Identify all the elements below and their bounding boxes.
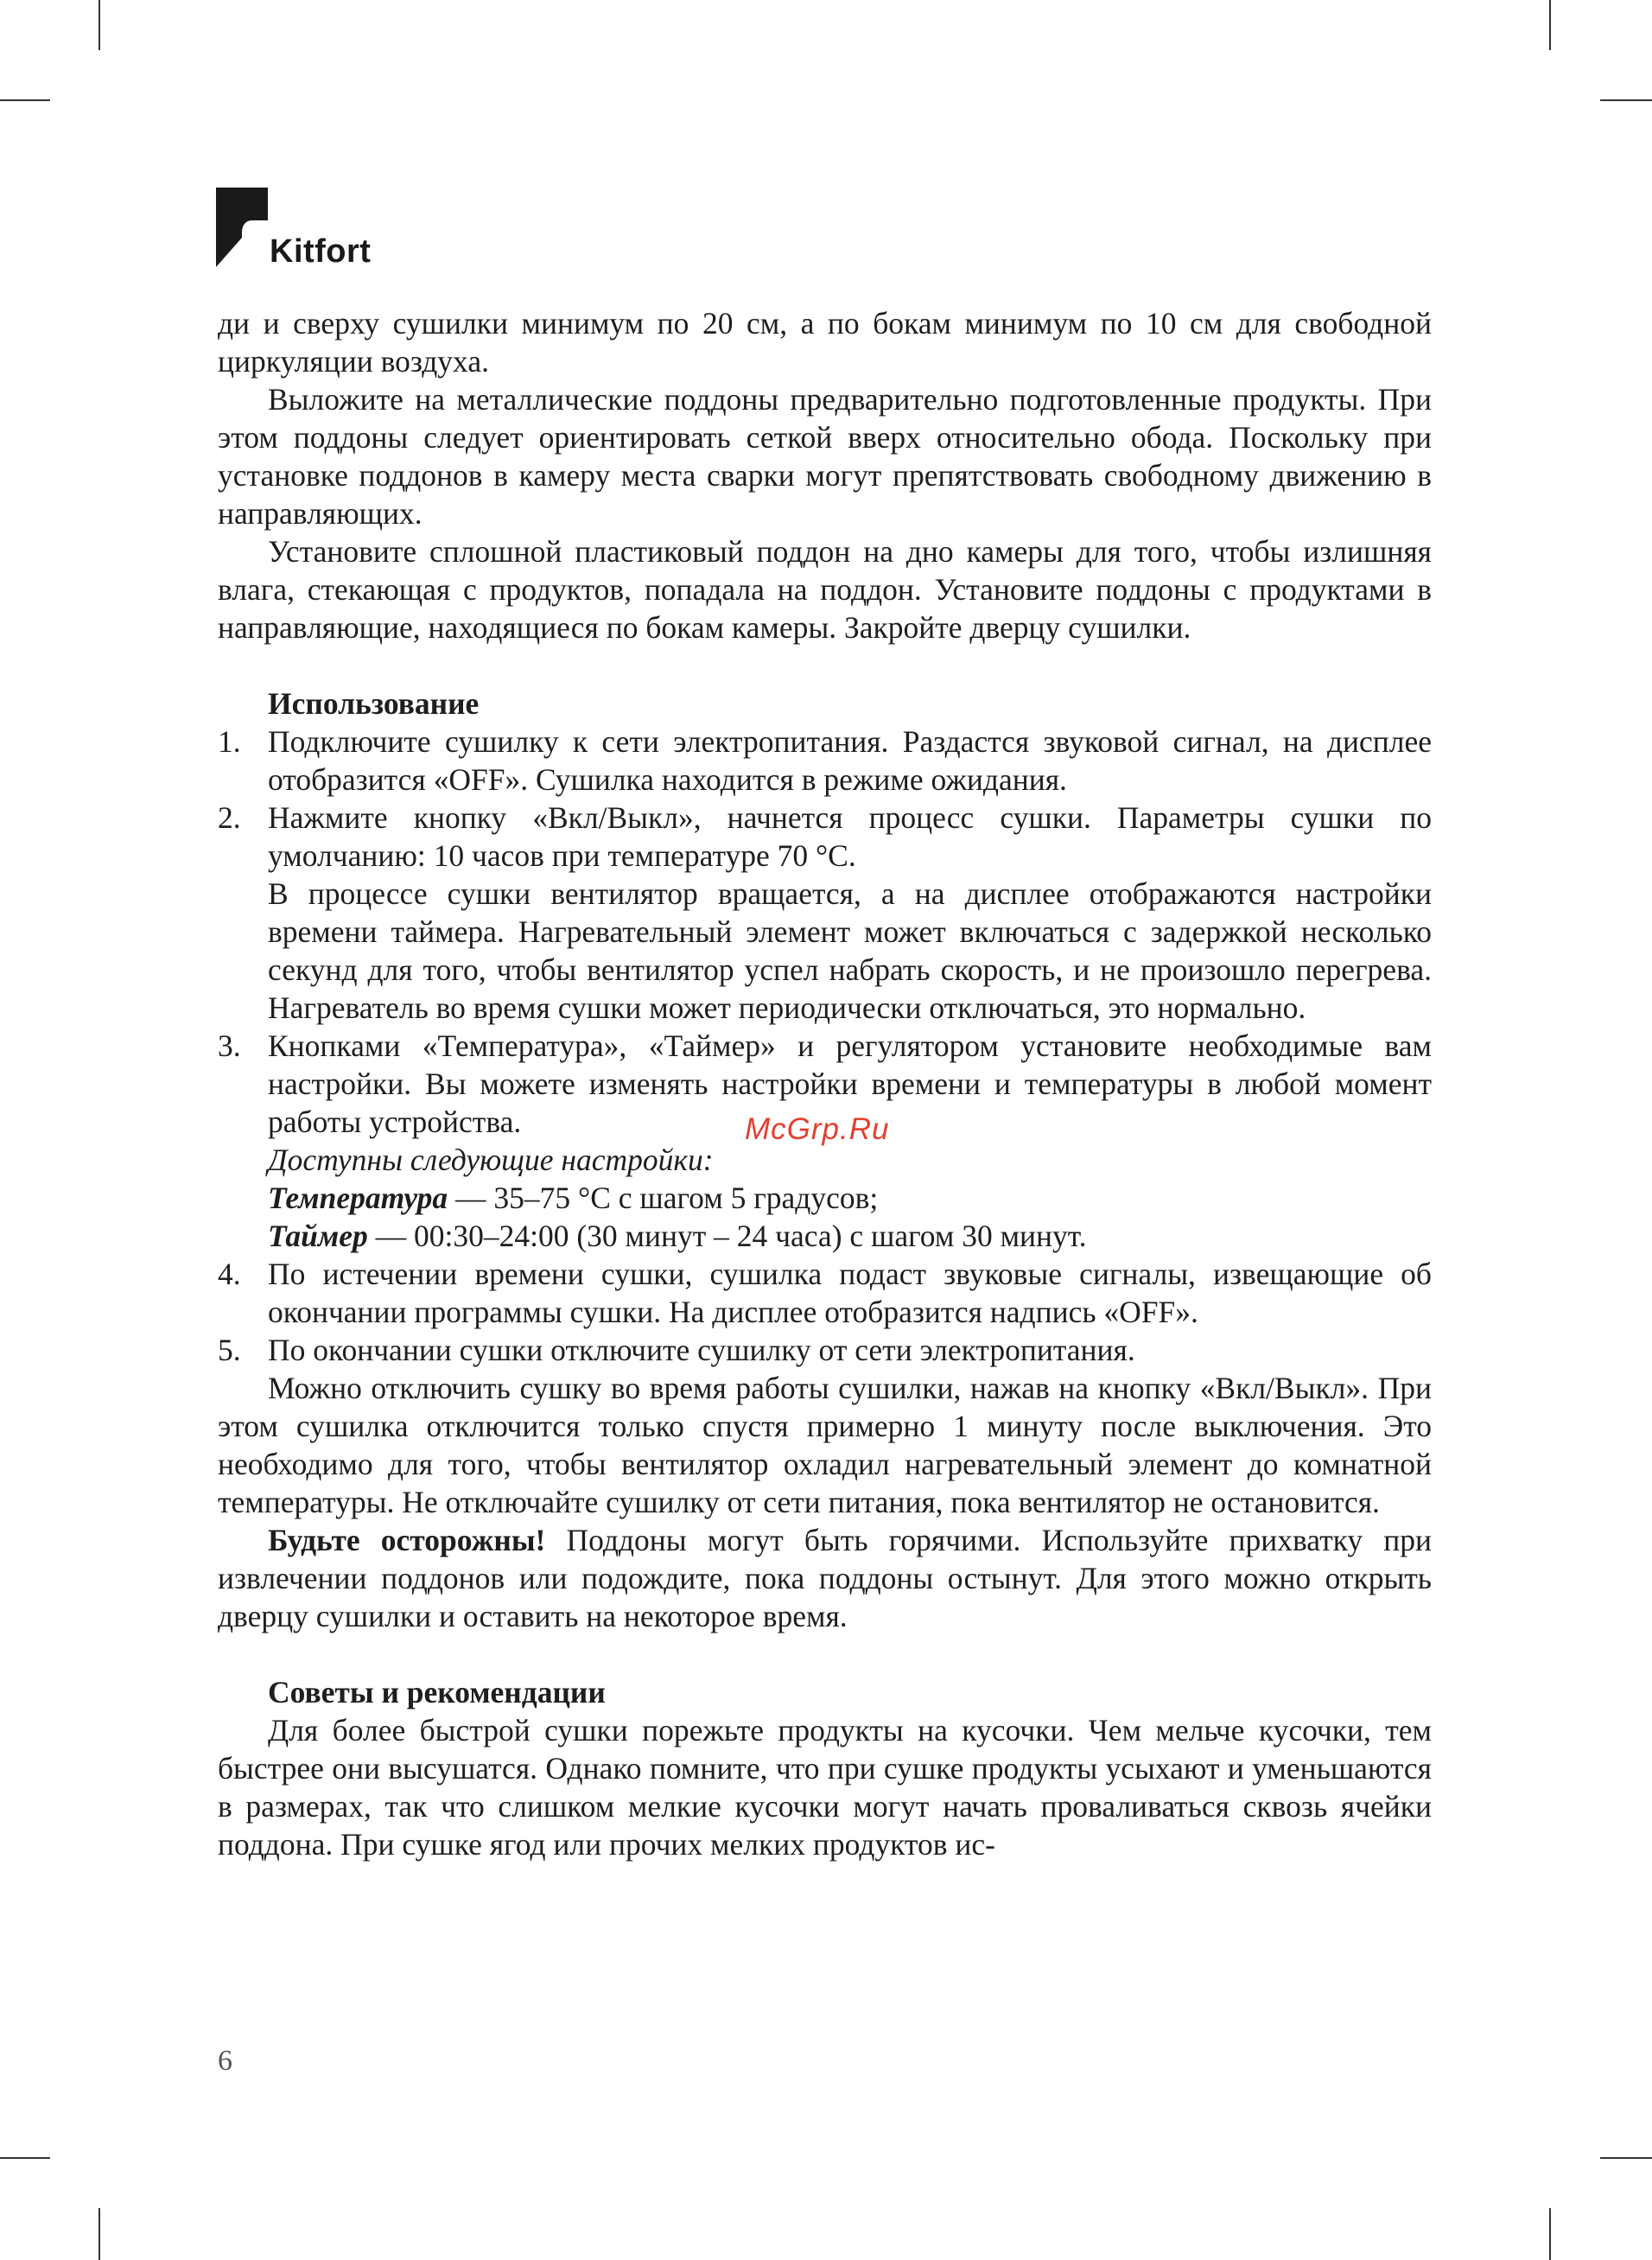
usage-heading: Использование bbox=[268, 686, 480, 721]
crop-mark bbox=[98, 0, 100, 50]
page-number: 6 bbox=[218, 2045, 232, 2077]
step-number: 2. bbox=[218, 800, 241, 835]
step-number: 4. bbox=[218, 1257, 241, 1291]
setting-timer bbox=[268, 1217, 1432, 1255]
warning-heading: Будьте осторожны! bbox=[268, 1523, 546, 1557]
brand-name: Kitfort bbox=[270, 233, 372, 270]
crop-mark bbox=[0, 2157, 50, 2159]
tips-heading: Советы и рекомендации bbox=[268, 1675, 606, 1709]
tips-paragraph: Для более быстрой сушки порежьте продукты на кусочки. Чем мельче кусочки, тем быстрее они высушатся. Однако помните, что при сушке продукты усыхают и уменьшаются в размерах, так что слишком мелкие кусочки могут начать проваливаться сквозь ячейки поддона. При сушке ягод или прочих мелких продуктов ис- bbox=[218, 1713, 1432, 1862]
setting-label: Температура bbox=[268, 1181, 448, 1215]
step-number: 5. bbox=[218, 1333, 241, 1367]
warning-paragraph bbox=[218, 1521, 1432, 1635]
step-extra: В процессе сушки вентилятор вращается, а на дисплее отображаются настройки времени таймера. Нагревательный элемент может включаться с задержкой несколько секунд для того, чтобы вентилятор успел набрать скорость, и не произошло перегрева. Нагреватель во время сушки может периодически отключаться, это нормально. bbox=[268, 876, 1432, 1025]
list-item bbox=[218, 723, 1432, 799]
list-item bbox=[218, 1331, 1432, 1369]
step-text: По истечении времени сушки, сушилка подаст звуковые сигналы, извещающие об окончании программы сушки. На дисплее отобразится надпись «OFF». bbox=[268, 1257, 1432, 1329]
step-number: 3. bbox=[218, 1028, 241, 1063]
step-text: Подключите сушилку к сети электропитания. Раздастся звуковой сигнал, на дисплее отобразится «OFF». Сушилка находится в режиме ожидания. bbox=[268, 724, 1432, 797]
crop-mark bbox=[0, 99, 50, 101]
brand-logo bbox=[216, 188, 372, 270]
watermark: McGrp.Ru bbox=[745, 1112, 890, 1146]
step-text: По окончании сушки отключите сушилку от сети электропитания. bbox=[268, 1333, 1135, 1367]
crop-mark bbox=[98, 2208, 100, 2260]
list-item bbox=[218, 799, 1432, 1027]
usage-steps bbox=[218, 723, 1432, 1369]
shutdown-paragraph: Можно отключить сушку во время работы сушилки, нажав на кнопку «Вкл/Выкл». При этом сушилка отключится только спустя примерно 1 минуту после выключения. Это необходимо для того, чтобы вентилятор охладил нагревательный элемент до комнатной температуры. Не отключайте сушилку от сети питания, пока вентилятор не остановится. bbox=[218, 1371, 1432, 1519]
step-text: Нажмите кнопку «Вкл/Выкл», начнется процесс сушки. Параметры сушки по умолчанию: 10 часов при температуре 70 °С. bbox=[268, 800, 1432, 873]
setting-label: Таймер bbox=[268, 1219, 368, 1253]
crop-mark bbox=[1549, 0, 1551, 50]
warning-text: Поддоны могут быть горячими. Используйте прихватку при извлечении поддонов или подождите, пока поддоны остынут. Для этого можно открыть дверцу сушилки и оставить на некоторое время. bbox=[218, 1523, 1432, 1633]
setting-temperature bbox=[268, 1179, 1432, 1217]
intro-paragraph: Выложите на металлические поддоны предварительно подготовленные продукты. При этом поддоны следует ориентировать сеткой вверх относительно обода. Поскольку при установке поддонов в камеру места сварки могут препятствовать свободному движению в направляющих. bbox=[218, 382, 1432, 531]
setting-value: — 35–75 °С с шагом 5 градусов; bbox=[448, 1181, 879, 1215]
crop-mark bbox=[1549, 2208, 1551, 2260]
settings-intro: Доступны следующие настройки: bbox=[268, 1143, 714, 1177]
step-number: 1. bbox=[218, 724, 241, 759]
intro-paragraph: ди и сверху сушилки минимум по 20 см, а по бокам минимум по 10 см для свободной циркуляции воздуха. bbox=[218, 306, 1432, 379]
setting-value: — 00:30–24:00 (30 минут – 24 часа) с шагом 30 минут. bbox=[367, 1219, 1087, 1253]
manual-text bbox=[218, 304, 1432, 1863]
list-item bbox=[218, 1255, 1432, 1331]
intro-paragraph: Установите сплошной пластиковый поддон на дно камеры для того, чтобы излишняя влага, стекающая с продуктов, попадала на поддон. Установите поддоны с продуктами в направляющие, находящиеся по бокам камеры. Закройте дверцу сушилки. bbox=[218, 534, 1432, 645]
crop-mark bbox=[1600, 99, 1652, 101]
kitfort-logo-icon bbox=[216, 188, 268, 267]
step-text: Кнопками «Температура», «Таймер» и регулятором установите необходимые вам настройки. Вы можете изменять настройки времени и температуры в любой момент работы устройства. bbox=[268, 1028, 1432, 1139]
crop-mark bbox=[1600, 2157, 1652, 2159]
